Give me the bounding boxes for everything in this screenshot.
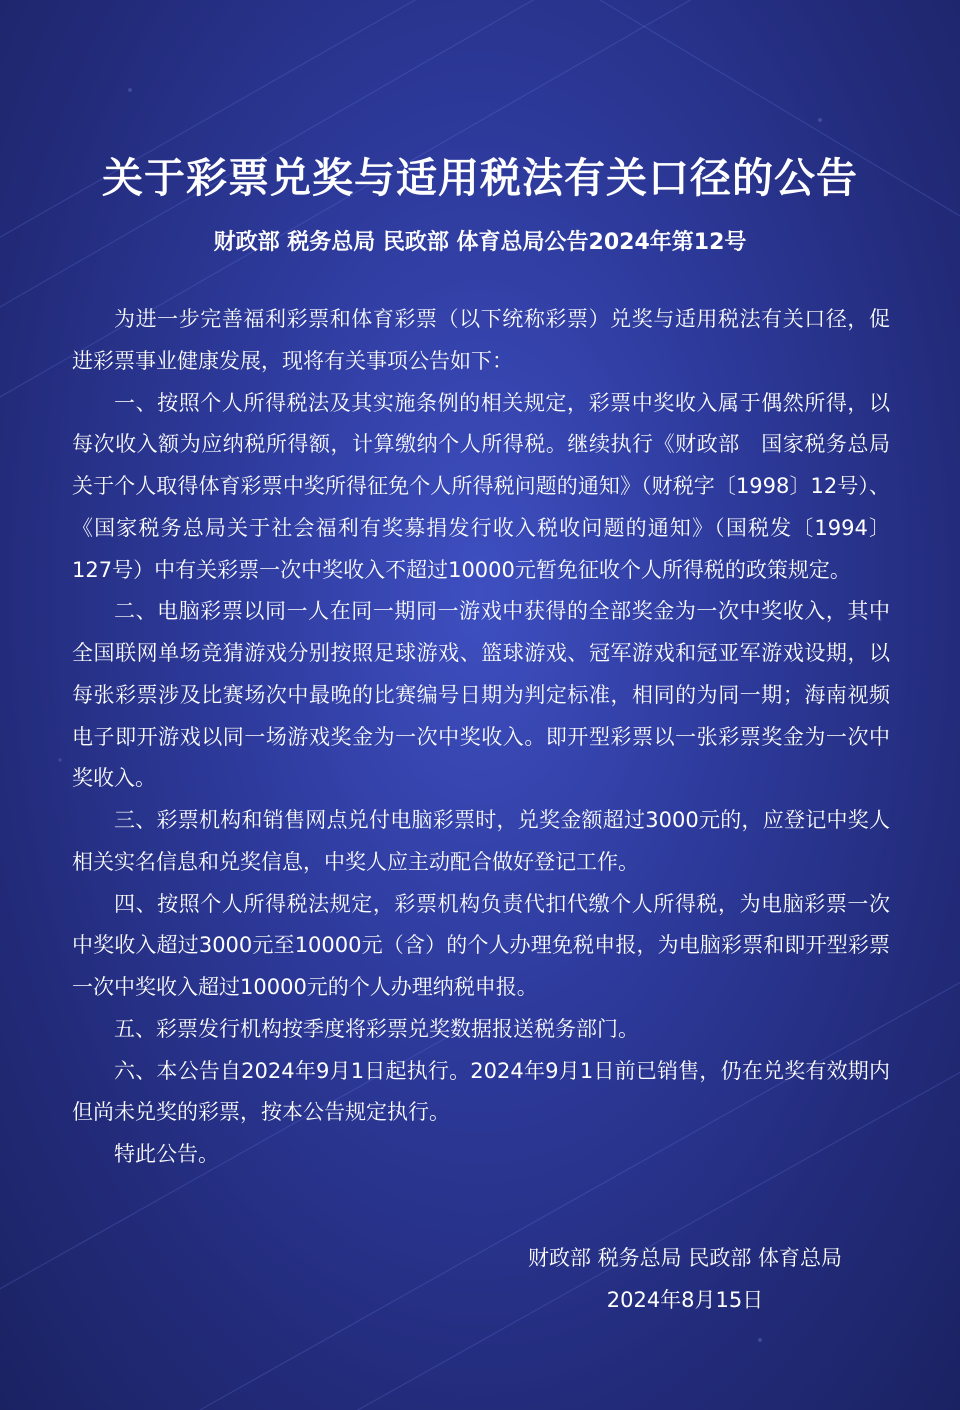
intro-paragraph: 为进一步完善福利彩票和体育彩票（以下统称彩票）兑奖与适用税法有关口径，促进彩票事业健康发展，现将有关事项公告如下：	[72, 307, 890, 373]
page-title: 关于彩票兑奖与适用税法有关口径的公告	[102, 154, 858, 202]
clause-1-paragraph: 一、按照个人所得税法及其实施条例的相关规定，彩票中奖收入属于偶然所得，以每次收入额为应纳税所得额，计算缴纳个人所得税。继续执行《财政部 国家税务总局关于个人取得体育彩票中奖所得征免个人所得税问题的通知》（财税字〔1998〕12号）、《国家税务总局关于社会福利有奖募捐发行收入税收问题的通知》（国税发〔1994〕127号）中有关彩票一次中奖收入不超过10000元暂免征收个人所得税的政策规定。	[72, 390, 890, 582]
issue-date: 2024年8月15日	[606, 1288, 764, 1312]
closing-paragraph: 特此公告。	[114, 1142, 219, 1166]
announcement-body	[72, 299, 890, 1176]
clause-3-paragraph: 三、彩票机构和销售网点兑付电脑彩票时，兑奖金额超过3000元的，应登记中奖人相关实名信息和兑奖信息，中奖人应主动配合做好登记工作。	[72, 808, 890, 874]
clause-4-paragraph: 四、按照个人所得税法规定，彩票机构负责代扣代缴个人所得税，为电脑彩票一次中奖收入超过3000元至10000元（含）的个人办理免税申报，为电脑彩票和即开型彩票一次中奖收入超过10000元的个人办理纳税申报。	[72, 891, 890, 999]
issuing-agencies: 财政部 税务总局 民政部 体育总局	[527, 1246, 843, 1270]
announcement-number: 财政部 税务总局 民政部 体育总局公告2024年第12号	[213, 230, 747, 255]
clause-5-paragraph: 五、彩票发行机构按季度将彩票兑奖数据报送税务部门。	[114, 1016, 639, 1041]
clause-2-paragraph: 二、电脑彩票以同一人在同一期同一游戏中获得的全部奖金为一次中奖收入，其中全国联网单场竞猜游戏分别按照足球游戏、篮球游戏、冠军游戏和冠亚军游戏设期，以每张彩票涉及比赛场次中最晚的比赛编号日期为判定标准，相同的为同一期；海南视频电子即开游戏以同一场游戏奖金为一次中奖收入。即开型彩票以一张彩票奖金为一次中奖收入。	[72, 599, 890, 791]
clause-6-paragraph: 六、本公告自2024年9月1日起执行。2024年9月1日前已销售，仍在兑奖有效期内但尚未兑奖的彩票，按本公告规定执行。	[72, 1058, 890, 1125]
signoff-block	[500, 1237, 870, 1321]
